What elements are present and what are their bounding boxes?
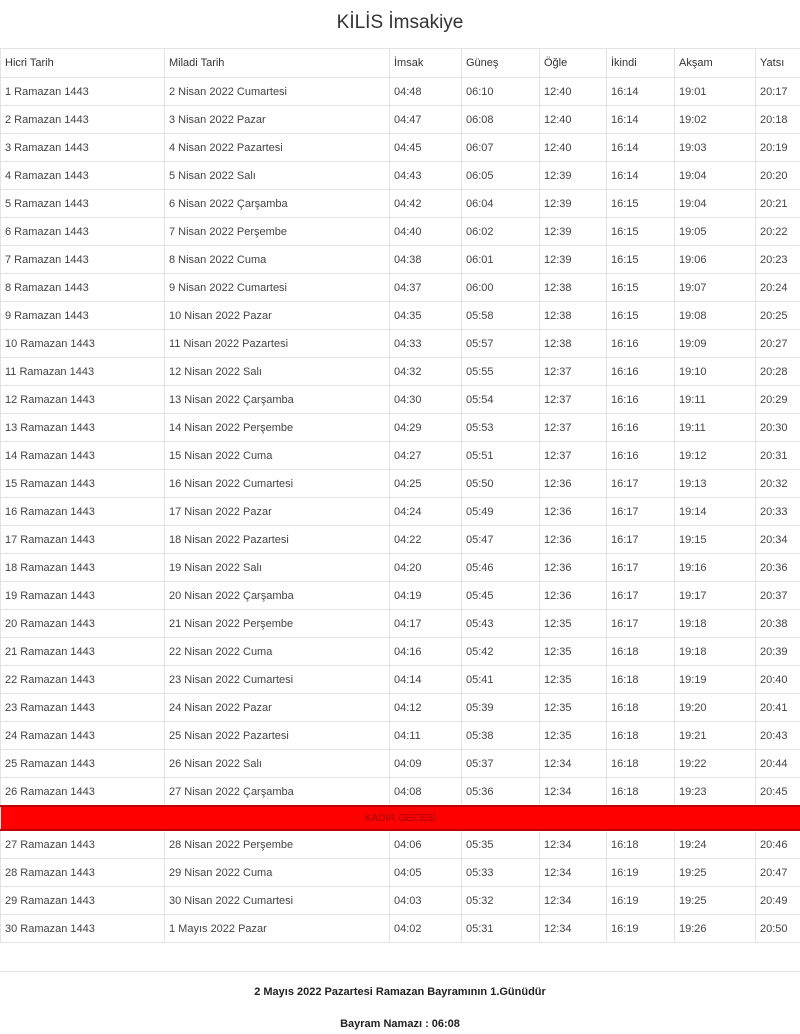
table-row <box>1 386 800 414</box>
page-title: KİLİS İmsakiye <box>0 0 800 48</box>
cell-aksam: 19:09 <box>675 330 756 358</box>
cell-ikindi: 16:14 <box>607 134 675 162</box>
cell-hicri-date: 1 Ramazan 1443 <box>1 78 165 106</box>
cell-gunes: 05:35 <box>462 830 540 859</box>
table-row <box>1 666 800 694</box>
cell-hicri-date: 18 Ramazan 1443 <box>1 554 165 582</box>
cell-ogle: 12:34 <box>540 859 607 887</box>
cell-miladi-date: 25 Nisan 2022 Pazartesi <box>165 722 390 750</box>
cell-ikindi: 16:18 <box>607 778 675 807</box>
table-row <box>1 582 800 610</box>
cell-ikindi: 16:14 <box>607 162 675 190</box>
cell-miladi-date: 28 Nisan 2022 Perşembe <box>165 830 390 859</box>
cell-gunes: 05:36 <box>462 778 540 807</box>
table-row <box>1 887 800 915</box>
cell-ikindi: 16:17 <box>607 470 675 498</box>
cell-miladi-date: 18 Nisan 2022 Pazartesi <box>165 526 390 554</box>
cell-miladi-date: 9 Nisan 2022 Cumartesi <box>165 274 390 302</box>
table-row <box>1 526 800 554</box>
cell-ikindi: 16:18 <box>607 722 675 750</box>
cell-ikindi: 16:17 <box>607 554 675 582</box>
cell-aksam: 19:15 <box>675 526 756 554</box>
cell-gunes: 05:33 <box>462 859 540 887</box>
cell-gunes: 05:57 <box>462 330 540 358</box>
cell-imsak: 04:09 <box>390 750 462 778</box>
cell-miladi-date: 20 Nisan 2022 Çarşamba <box>165 582 390 610</box>
cell-imsak: 04:35 <box>390 302 462 330</box>
cell-yatsi: 20:46 <box>756 830 800 859</box>
cell-imsak: 04:17 <box>390 610 462 638</box>
cell-ogle: 12:34 <box>540 778 607 807</box>
cell-miladi-date: 23 Nisan 2022 Cumartesi <box>165 666 390 694</box>
table-row <box>1 830 800 859</box>
table-row <box>1 162 800 190</box>
column-header-gunes: Güneş <box>462 49 540 78</box>
cell-ikindi: 16:15 <box>607 190 675 218</box>
cell-miladi-date: 17 Nisan 2022 Pazar <box>165 498 390 526</box>
cell-yatsi: 20:17 <box>756 78 800 106</box>
cell-gunes: 06:10 <box>462 78 540 106</box>
cell-hicri-date: 26 Ramazan 1443 <box>1 778 165 807</box>
cell-aksam: 19:07 <box>675 274 756 302</box>
cell-aksam: 19:20 <box>675 694 756 722</box>
cell-gunes: 05:31 <box>462 915 540 943</box>
cell-hicri-date: 11 Ramazan 1443 <box>1 358 165 386</box>
cell-miladi-date: 13 Nisan 2022 Çarşamba <box>165 386 390 414</box>
cell-gunes: 05:45 <box>462 582 540 610</box>
table-row <box>1 778 800 807</box>
cell-ogle: 12:34 <box>540 830 607 859</box>
cell-imsak: 04:42 <box>390 190 462 218</box>
cell-imsak: 04:06 <box>390 830 462 859</box>
column-header-aksam: Akşam <box>675 49 756 78</box>
column-header-imsak: İmsak <box>390 49 462 78</box>
cell-gunes: 06:07 <box>462 134 540 162</box>
cell-imsak: 04:02 <box>390 915 462 943</box>
table-row <box>1 442 800 470</box>
cell-miladi-date: 5 Nisan 2022 Salı <box>165 162 390 190</box>
cell-miladi-date: 6 Nisan 2022 Çarşamba <box>165 190 390 218</box>
cell-aksam: 19:11 <box>675 414 756 442</box>
cell-yatsi: 20:40 <box>756 666 800 694</box>
cell-aksam: 19:04 <box>675 162 756 190</box>
cell-hicri-date: 19 Ramazan 1443 <box>1 582 165 610</box>
cell-gunes: 05:39 <box>462 694 540 722</box>
cell-imsak: 04:08 <box>390 778 462 807</box>
cell-imsak: 04:40 <box>390 218 462 246</box>
cell-hicri-date: 6 Ramazan 1443 <box>1 218 165 246</box>
cell-ikindi: 16:17 <box>607 498 675 526</box>
cell-yatsi: 20:22 <box>756 218 800 246</box>
column-header-hicri-date: Hicri Tarih <box>1 49 165 78</box>
cell-imsak: 04:30 <box>390 386 462 414</box>
cell-gunes: 05:37 <box>462 750 540 778</box>
cell-yatsi: 20:47 <box>756 859 800 887</box>
cell-ikindi: 16:14 <box>607 106 675 134</box>
table-row <box>1 470 800 498</box>
cell-hicri-date: 2 Ramazan 1443 <box>1 106 165 134</box>
cell-miladi-date: 10 Nisan 2022 Pazar <box>165 302 390 330</box>
cell-yatsi: 20:31 <box>756 442 800 470</box>
cell-hicri-date: 8 Ramazan 1443 <box>1 274 165 302</box>
table-body <box>1 78 800 943</box>
table-spacer <box>0 943 800 972</box>
cell-ikindi: 16:15 <box>607 218 675 246</box>
cell-miladi-date: 7 Nisan 2022 Perşembe <box>165 218 390 246</box>
cell-yatsi: 20:28 <box>756 358 800 386</box>
cell-gunes: 06:04 <box>462 190 540 218</box>
cell-aksam: 19:18 <box>675 638 756 666</box>
column-header-yatsi: Yatsı <box>756 49 800 78</box>
cell-yatsi: 20:34 <box>756 526 800 554</box>
cell-ogle: 12:38 <box>540 274 607 302</box>
cell-hicri-date: 23 Ramazan 1443 <box>1 694 165 722</box>
cell-yatsi: 20:19 <box>756 134 800 162</box>
cell-aksam: 19:26 <box>675 915 756 943</box>
cell-ikindi: 16:15 <box>607 246 675 274</box>
cell-imsak: 04:25 <box>390 470 462 498</box>
cell-ikindi: 16:15 <box>607 274 675 302</box>
cell-ogle: 12:35 <box>540 722 607 750</box>
cell-ogle: 12:34 <box>540 887 607 915</box>
table-row <box>1 330 800 358</box>
table-row <box>1 554 800 582</box>
cell-aksam: 19:04 <box>675 190 756 218</box>
cell-ogle: 12:39 <box>540 162 607 190</box>
cell-hicri-date: 12 Ramazan 1443 <box>1 386 165 414</box>
cell-ogle: 12:38 <box>540 302 607 330</box>
cell-aksam: 19:17 <box>675 582 756 610</box>
cell-yatsi: 20:21 <box>756 190 800 218</box>
cell-imsak: 04:03 <box>390 887 462 915</box>
cell-ikindi: 16:16 <box>607 442 675 470</box>
cell-hicri-date: 7 Ramazan 1443 <box>1 246 165 274</box>
cell-hicri-date: 30 Ramazan 1443 <box>1 915 165 943</box>
cell-gunes: 05:51 <box>462 442 540 470</box>
cell-miladi-date: 1 Mayıs 2022 Pazar <box>165 915 390 943</box>
table-row <box>1 498 800 526</box>
cell-miladi-date: 8 Nisan 2022 Cuma <box>165 246 390 274</box>
cell-yatsi: 20:27 <box>756 330 800 358</box>
table-row <box>1 134 800 162</box>
cell-ikindi: 16:18 <box>607 666 675 694</box>
table-row <box>1 246 800 274</box>
cell-hicri-date: 3 Ramazan 1443 <box>1 134 165 162</box>
cell-imsak: 04:29 <box>390 414 462 442</box>
cell-yatsi: 20:36 <box>756 554 800 582</box>
cell-ogle: 12:39 <box>540 218 607 246</box>
table-row <box>1 859 800 887</box>
cell-aksam: 19:14 <box>675 498 756 526</box>
cell-yatsi: 20:39 <box>756 638 800 666</box>
cell-imsak: 04:14 <box>390 666 462 694</box>
cell-miladi-date: 11 Nisan 2022 Pazartesi <box>165 330 390 358</box>
cell-ogle: 12:36 <box>540 582 607 610</box>
cell-aksam: 19:23 <box>675 778 756 807</box>
cell-gunes: 05:54 <box>462 386 540 414</box>
bayram-note: 2 Mayıs 2022 Pazartesi Ramazan Bayramının 1.Günüdür <box>0 982 800 1002</box>
cell-ikindi: 16:18 <box>607 750 675 778</box>
table-row <box>1 106 800 134</box>
cell-gunes: 05:49 <box>462 498 540 526</box>
cell-aksam: 19:05 <box>675 218 756 246</box>
cell-hicri-date: 29 Ramazan 1443 <box>1 887 165 915</box>
cell-aksam: 19:18 <box>675 610 756 638</box>
cell-hicri-date: 17 Ramazan 1443 <box>1 526 165 554</box>
cell-yatsi: 20:37 <box>756 582 800 610</box>
cell-hicri-date: 25 Ramazan 1443 <box>1 750 165 778</box>
cell-gunes: 05:47 <box>462 526 540 554</box>
cell-aksam: 19:25 <box>675 859 756 887</box>
table-row <box>1 218 800 246</box>
table-row <box>1 610 800 638</box>
cell-yatsi: 20:24 <box>756 274 800 302</box>
cell-imsak: 04:05 <box>390 859 462 887</box>
cell-yatsi: 20:41 <box>756 694 800 722</box>
table-row <box>1 274 800 302</box>
table-row <box>1 190 800 218</box>
cell-aksam: 19:08 <box>675 302 756 330</box>
cell-imsak: 04:47 <box>390 106 462 134</box>
cell-miladi-date: 27 Nisan 2022 Çarşamba <box>165 778 390 807</box>
cell-yatsi: 20:38 <box>756 610 800 638</box>
cell-imsak: 04:48 <box>390 78 462 106</box>
cell-miladi-date: 14 Nisan 2022 Perşembe <box>165 414 390 442</box>
cell-yatsi: 20:50 <box>756 915 800 943</box>
cell-gunes: 05:42 <box>462 638 540 666</box>
cell-yatsi: 20:49 <box>756 887 800 915</box>
cell-aksam: 19:10 <box>675 358 756 386</box>
cell-miladi-date: 19 Nisan 2022 Salı <box>165 554 390 582</box>
cell-aksam: 19:11 <box>675 386 756 414</box>
cell-imsak: 04:12 <box>390 694 462 722</box>
cell-miladi-date: 30 Nisan 2022 Cumartesi <box>165 887 390 915</box>
cell-hicri-date: 20 Ramazan 1443 <box>1 610 165 638</box>
cell-aksam: 19:22 <box>675 750 756 778</box>
kadir-gecesi-banner <box>1 806 800 830</box>
cell-hicri-date: 27 Ramazan 1443 <box>1 830 165 859</box>
cell-imsak: 04:19 <box>390 582 462 610</box>
cell-ikindi: 16:17 <box>607 526 675 554</box>
cell-aksam: 19:02 <box>675 106 756 134</box>
table-row <box>1 414 800 442</box>
cell-hicri-date: 21 Ramazan 1443 <box>1 638 165 666</box>
cell-yatsi: 20:44 <box>756 750 800 778</box>
column-header-miladi-date: Miladi Tarih <box>165 49 390 78</box>
cell-imsak: 04:38 <box>390 246 462 274</box>
cell-aksam: 19:06 <box>675 246 756 274</box>
cell-gunes: 05:53 <box>462 414 540 442</box>
cell-ikindi: 16:19 <box>607 887 675 915</box>
cell-ogle: 12:36 <box>540 470 607 498</box>
cell-imsak: 04:27 <box>390 442 462 470</box>
cell-aksam: 19:24 <box>675 830 756 859</box>
cell-hicri-date: 16 Ramazan 1443 <box>1 498 165 526</box>
kadir-gecesi-label: KADİR GECESİ <box>1 806 800 830</box>
cell-imsak: 04:37 <box>390 274 462 302</box>
cell-gunes: 05:55 <box>462 358 540 386</box>
cell-gunes: 05:58 <box>462 302 540 330</box>
cell-imsak: 04:32 <box>390 358 462 386</box>
cell-ikindi: 16:18 <box>607 638 675 666</box>
cell-miladi-date: 26 Nisan 2022 Salı <box>165 750 390 778</box>
table-row <box>1 915 800 943</box>
table-row <box>1 302 800 330</box>
table-row <box>1 750 800 778</box>
cell-ikindi: 16:19 <box>607 915 675 943</box>
bayram-namazi-time: Bayram Namazı : 06:08 <box>0 1014 800 1034</box>
cell-gunes: 05:41 <box>462 666 540 694</box>
cell-hicri-date: 14 Ramazan 1443 <box>1 442 165 470</box>
cell-aksam: 19:13 <box>675 470 756 498</box>
cell-imsak: 04:22 <box>390 526 462 554</box>
cell-hicri-date: 13 Ramazan 1443 <box>1 414 165 442</box>
cell-miladi-date: 24 Nisan 2022 Pazar <box>165 694 390 722</box>
cell-ikindi: 16:15 <box>607 302 675 330</box>
cell-hicri-date: 15 Ramazan 1443 <box>1 470 165 498</box>
cell-yatsi: 20:45 <box>756 778 800 807</box>
cell-miladi-date: 3 Nisan 2022 Pazar <box>165 106 390 134</box>
cell-ogle: 12:36 <box>540 498 607 526</box>
cell-hicri-date: 10 Ramazan 1443 <box>1 330 165 358</box>
cell-yatsi: 20:33 <box>756 498 800 526</box>
cell-miladi-date: 15 Nisan 2022 Cuma <box>165 442 390 470</box>
cell-gunes: 05:38 <box>462 722 540 750</box>
cell-ikindi: 16:16 <box>607 414 675 442</box>
cell-ogle: 12:39 <box>540 246 607 274</box>
cell-yatsi: 20:43 <box>756 722 800 750</box>
cell-ogle: 12:37 <box>540 414 607 442</box>
cell-yatsi: 20:32 <box>756 470 800 498</box>
cell-yatsi: 20:20 <box>756 162 800 190</box>
cell-miladi-date: 12 Nisan 2022 Salı <box>165 358 390 386</box>
cell-gunes: 05:43 <box>462 610 540 638</box>
cell-ogle: 12:39 <box>540 190 607 218</box>
cell-miladi-date: 29 Nisan 2022 Cuma <box>165 859 390 887</box>
cell-miladi-date: 22 Nisan 2022 Cuma <box>165 638 390 666</box>
imsakiye-table <box>0 48 800 943</box>
cell-miladi-date: 4 Nisan 2022 Pazartesi <box>165 134 390 162</box>
cell-yatsi: 20:18 <box>756 106 800 134</box>
cell-imsak: 04:11 <box>390 722 462 750</box>
column-header-ogle: Öğle <box>540 49 607 78</box>
cell-hicri-date: 5 Ramazan 1443 <box>1 190 165 218</box>
cell-ogle: 12:35 <box>540 666 607 694</box>
cell-yatsi: 20:23 <box>756 246 800 274</box>
cell-yatsi: 20:29 <box>756 386 800 414</box>
cell-aksam: 19:01 <box>675 78 756 106</box>
cell-hicri-date: 28 Ramazan 1443 <box>1 859 165 887</box>
cell-aksam: 19:25 <box>675 887 756 915</box>
cell-miladi-date: 16 Nisan 2022 Cumartesi <box>165 470 390 498</box>
cell-ikindi: 16:16 <box>607 358 675 386</box>
cell-yatsi: 20:25 <box>756 302 800 330</box>
cell-hicri-date: 24 Ramazan 1443 <box>1 722 165 750</box>
cell-ogle: 12:35 <box>540 610 607 638</box>
column-header-ikindi: İkindi <box>607 49 675 78</box>
table-row <box>1 722 800 750</box>
cell-gunes: 05:46 <box>462 554 540 582</box>
cell-gunes: 06:08 <box>462 106 540 134</box>
cell-hicri-date: 4 Ramazan 1443 <box>1 162 165 190</box>
cell-imsak: 04:33 <box>390 330 462 358</box>
cell-ogle: 12:36 <box>540 526 607 554</box>
cell-ogle: 12:34 <box>540 915 607 943</box>
cell-ikindi: 16:16 <box>607 386 675 414</box>
cell-ikindi: 16:18 <box>607 694 675 722</box>
cell-imsak: 04:43 <box>390 162 462 190</box>
table-header-row <box>1 49 800 78</box>
cell-ogle: 12:34 <box>540 750 607 778</box>
cell-imsak: 04:20 <box>390 554 462 582</box>
cell-ogle: 12:37 <box>540 358 607 386</box>
cell-gunes: 06:02 <box>462 218 540 246</box>
cell-ikindi: 16:19 <box>607 859 675 887</box>
cell-ogle: 12:40 <box>540 134 607 162</box>
table-row <box>1 78 800 106</box>
cell-ogle: 12:37 <box>540 386 607 414</box>
cell-imsak: 04:16 <box>390 638 462 666</box>
cell-aksam: 19:12 <box>675 442 756 470</box>
cell-gunes: 05:50 <box>462 470 540 498</box>
cell-hicri-date: 22 Ramazan 1443 <box>1 666 165 694</box>
cell-ikindi: 16:16 <box>607 330 675 358</box>
cell-gunes: 06:05 <box>462 162 540 190</box>
table-row <box>1 638 800 666</box>
cell-hicri-date: 9 Ramazan 1443 <box>1 302 165 330</box>
cell-ikindi: 16:17 <box>607 610 675 638</box>
cell-ikindi: 16:14 <box>607 78 675 106</box>
cell-yatsi: 20:30 <box>756 414 800 442</box>
cell-ikindi: 16:18 <box>607 830 675 859</box>
cell-ogle: 12:36 <box>540 554 607 582</box>
cell-aksam: 19:19 <box>675 666 756 694</box>
cell-miladi-date: 2 Nisan 2022 Cumartesi <box>165 78 390 106</box>
cell-imsak: 04:45 <box>390 134 462 162</box>
cell-aksam: 19:16 <box>675 554 756 582</box>
cell-gunes: 06:00 <box>462 274 540 302</box>
cell-ikindi: 16:17 <box>607 582 675 610</box>
table-row <box>1 694 800 722</box>
cell-ogle: 12:35 <box>540 694 607 722</box>
cell-ogle: 12:38 <box>540 330 607 358</box>
table-row <box>1 358 800 386</box>
cell-imsak: 04:24 <box>390 498 462 526</box>
cell-gunes: 06:01 <box>462 246 540 274</box>
cell-ogle: 12:35 <box>540 638 607 666</box>
cell-ogle: 12:37 <box>540 442 607 470</box>
cell-miladi-date: 21 Nisan 2022 Perşembe <box>165 610 390 638</box>
cell-gunes: 05:32 <box>462 887 540 915</box>
cell-aksam: 19:03 <box>675 134 756 162</box>
cell-ogle: 12:40 <box>540 106 607 134</box>
cell-aksam: 19:21 <box>675 722 756 750</box>
cell-ogle: 12:40 <box>540 78 607 106</box>
